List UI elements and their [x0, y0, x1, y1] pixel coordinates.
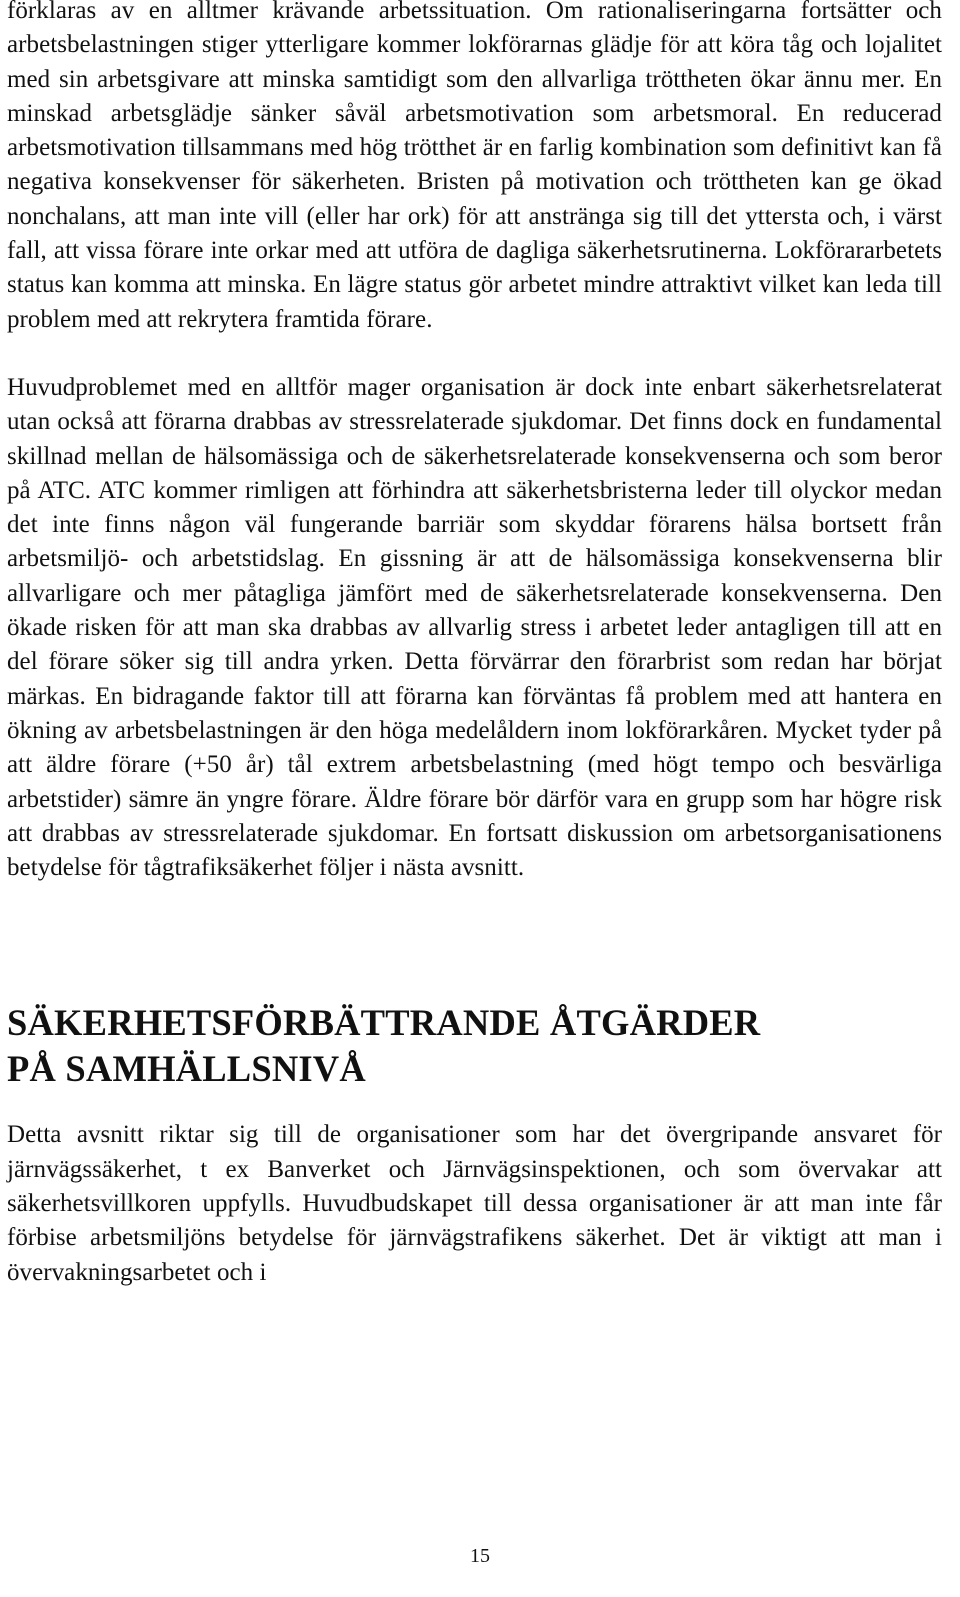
- body-paragraph-3: Detta avsnitt riktar sig till de organisationer som har det övergripande ansvaret för järnvägssäkerhet, t ex Banverket och Järnvägsinspektionen, och som övervakar att säkerhetsvillkoren uppfylls. Huvudbudskapet till dessa organisationer är att man inte får förbise arbetsmiljöns betydelse för järnvägstrafikens säkerhet. Det är viktigt att man i övervakningsarbetet och i: [7, 1121, 942, 1286]
- section-heading-line-2: PÅ SAMHÄLLSNIVÅ: [7, 1048, 366, 1090]
- section-heading: [7, 1000, 942, 1092]
- body-paragraph-2: Huvudproblemet med en alltför mager organisation är dock inte enbart säkerhetsrelaterat utan också att förarna drabbas av stressrelaterade sjukdomar. Det finns dock en fundamental skillnad mellan de hälsomässiga och de säkerhetsrelaterade konsekvenserna och som beror på ATC. ATC kommer rimligen att förhindra att säkerhetsbristerna leder till olyckor medan det inte finns någon väl fungerande barriär som skyddar förarens hälsa bortsett från arbetsmiljö- och arbetstidslag. En gissning är att de hälsomässiga konsekvenserna blir allvarligare och mer påtagliga jämfört med de säkerhetsrelaterade konsekvenserna. Den ökade risken för att man ska drabbas av allvarlig stress i arbetet leder antagligen till att en del förare söker sig till andra yrken. Detta förvärrar den förarbrist som redan har börjat märkas. En bidragande faktor till att förarna kan förväntas få problem med att hantera en ökning av arbetsbelastningen är den höga medelåldern inom lokförarkåren. Mycket tyder på att äldre förare (+50 år) tål extrem arbetsbelastning (med högt tempo och besvärliga arbetstider) sämre än yngre förare. Äldre förare bör därför vara en grupp som har högre risk att drabbas av stressrelaterade sjukdomar. En fortsatt diskussion om arbetsorganisationens betydelse för tågtrafiksäkerhet följer i nästa avsnitt.: [7, 373, 942, 882]
- section-heading-line-1: SÄKERHETSFÖRBÄTTRANDE ÅTGÄRDER: [7, 1002, 761, 1044]
- page-number: 15: [470, 1545, 490, 1567]
- document-page: [7, 0, 942, 1290]
- body-paragraph-1: förklaras av en alltmer krävande arbetssituation. Om rationaliseringarna fortsätter och arbetsbelastningen stiger ytterligare kommer lokförarnas glädje för att köra tåg och lojalitet med sin arbetsgivare att minska samtidigt som den allvarliga tröttheten ökar ännu mer. En minskad arbetsglädje sänker såväl arbetsmotivation som arbetsmoral. En reducerad arbetsmotivation tillsammans med hög trötthet är en farlig kombination som definitivt kan få negativa konsekvenser för säkerheten. Bristen på motivation och tröttheten kan ge ökad nonchalans, att man inte vill (eller har ork) för att anstränga sig till det yttersta och, i värst fall, att vissa förare inte orkar med att utföra de dagliga säkerhetsrutinerna. Lokförararbetets status kan komma att minska. En lägre status gör arbetet mindre attraktivt vilket kan leda till problem med att rekrytera framtida förare.: [7, 0, 942, 333]
